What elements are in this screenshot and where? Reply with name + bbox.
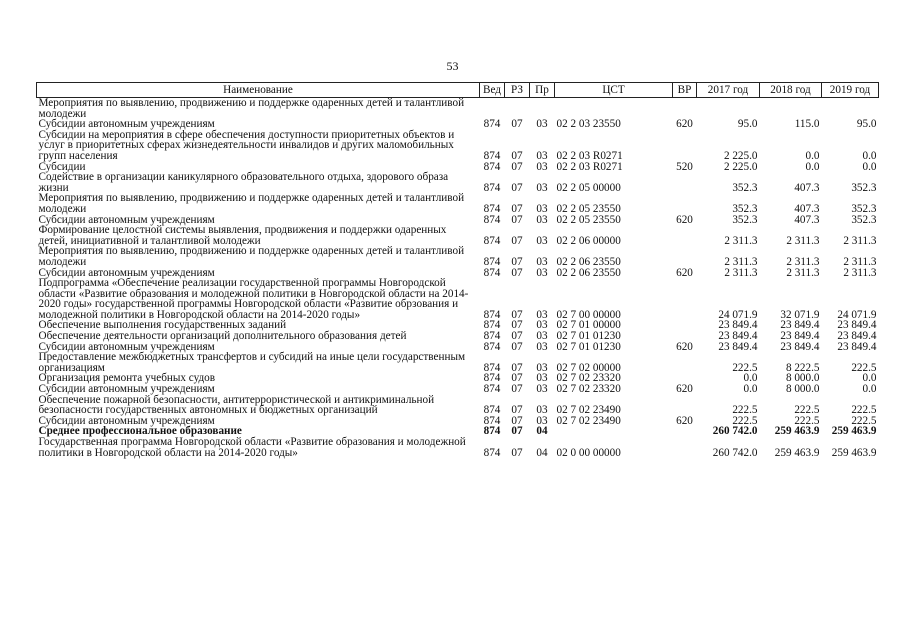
cell-2018: 32 071.9 — [780, 308, 820, 321]
cell-name: Организация ремонта учебных судов — [38, 372, 216, 385]
cell-ved: 874 — [483, 149, 501, 162]
cell-pr: 03 — [536, 308, 548, 321]
cell-2017: 23 849.4 — [718, 319, 758, 332]
cell-rz: 07 — [511, 414, 523, 427]
cell-2017: 352.3 — [732, 213, 758, 226]
cell-2018: 0.0 — [805, 149, 820, 162]
cell-ved — [480, 98, 505, 120]
cell-2017: 0.0 — [743, 383, 758, 396]
cell-2019: 352.3 — [851, 213, 877, 226]
cell-2019: 222.5 — [851, 404, 877, 417]
cell-rz: 07 — [511, 234, 523, 247]
cell-vr: 620 — [676, 266, 693, 279]
table-row — [37, 352, 879, 373]
cell-cst: 02 7 02 00000 — [556, 361, 621, 374]
cell-vr: 620 — [676, 213, 693, 226]
cell-rz: 07 — [511, 425, 523, 438]
cell-2019: 222.5 — [851, 414, 877, 427]
cell-pr: 03 — [536, 181, 548, 194]
cell-rz: 07 — [511, 266, 523, 279]
cell-ved: 874 — [483, 383, 501, 396]
cell-2017: 23 849.4 — [718, 330, 758, 343]
cell-vr: 620 — [676, 118, 693, 131]
cell-2018: 115.0 — [794, 118, 820, 131]
cell-rz: 07 — [511, 383, 523, 396]
cell-cst: 02 7 00 00000 — [556, 308, 621, 321]
cell-pr: 03 — [536, 330, 548, 343]
cell-pr: 04 — [536, 446, 548, 459]
cell-2017: 260 742.0 — [712, 446, 758, 459]
cell-2017: 2 311.3 — [724, 234, 758, 247]
cell-cst: 02 7 01 01230 — [556, 330, 621, 343]
cell-2017: 2 311.3 — [724, 255, 758, 268]
cell-rz: 07 — [511, 160, 523, 173]
cell-2018: 259 463.9 — [774, 446, 820, 459]
cell-pr: 03 — [536, 414, 548, 427]
cell-name: Обеспечение пожарной безопасности, антитеррористической и антикриминальной безопасности государственных автономных и бюджетных организаций — [38, 393, 435, 417]
cell-2018: 407.3 — [794, 213, 820, 226]
cell-rz: 07 — [511, 404, 523, 417]
cell-2018: 8 000.0 — [785, 372, 820, 385]
cell-ved: 874 — [483, 266, 501, 279]
cell-2017: 95.0 — [737, 118, 758, 131]
cell-2017 — [697, 98, 760, 120]
cell-rz: 07 — [511, 330, 523, 343]
cell-vr — [673, 246, 697, 267]
table-row — [37, 225, 879, 246]
cell-2017: 24 071.9 — [718, 308, 758, 321]
cell-vr — [673, 130, 697, 162]
cell-pr: 03 — [536, 361, 548, 374]
header-vr: ВР — [673, 83, 697, 98]
cell-name: Мероприятия по выявлению, продвижению и поддержке одаренных детей и талантливой молодежи — [38, 245, 465, 268]
header-2017: 2017 год — [697, 83, 760, 98]
cell-vr — [673, 437, 697, 458]
cell-ved: 874 — [483, 213, 501, 226]
cell-vr: 620 — [676, 414, 693, 427]
cell-cst: 02 2 05 23550 — [556, 213, 621, 226]
cell-2017: 352.3 — [732, 202, 758, 215]
cell-pr: 03 — [536, 202, 548, 215]
cell-vr: 620 — [676, 340, 693, 353]
cell-vr — [673, 172, 697, 193]
cell-2017: 222.5 — [732, 404, 758, 417]
cell-ved: 874 — [483, 330, 501, 343]
cell-2019: 352.3 — [851, 181, 877, 194]
cell-rz: 07 — [511, 181, 523, 194]
cell-2018: 0.0 — [805, 160, 820, 173]
cell-pr: 03 — [536, 383, 548, 396]
cell-2019: 23 849.4 — [837, 340, 877, 353]
cell-2018: 2 311.3 — [786, 234, 820, 247]
cell-rz: 07 — [511, 149, 523, 162]
cell-rz — [505, 98, 530, 120]
cell-pr — [530, 98, 555, 120]
cell-pr: 03 — [536, 160, 548, 173]
cell-ved: 874 — [483, 414, 501, 427]
cell-rz: 07 — [511, 255, 523, 268]
cell-2017: 222.5 — [732, 414, 758, 427]
cell-vr — [673, 395, 697, 416]
cell-rz: 07 — [511, 202, 523, 215]
cell-vr: 520 — [676, 160, 693, 173]
cell-2019 — [822, 98, 879, 120]
cell-pr: 03 — [536, 319, 548, 332]
cell-2017: 0.0 — [743, 372, 758, 385]
cell-pr: 03 — [536, 404, 548, 417]
cell-2017: 2 311.3 — [724, 266, 758, 279]
cell-2018: 407.3 — [794, 202, 820, 215]
cell-name: Среднее профессиональное образование — [38, 425, 242, 438]
table-row — [37, 278, 879, 320]
table-header-row — [37, 83, 879, 98]
cell-cst: 02 2 06 23550 — [556, 255, 621, 268]
cell-2019: 0.0 — [862, 149, 877, 162]
header-rz: РЗ — [505, 83, 530, 98]
cell-ved: 874 — [483, 361, 501, 374]
cell-rz: 07 — [511, 213, 523, 226]
cell-cst: 02 2 05 23550 — [556, 202, 621, 215]
table-row — [37, 193, 879, 214]
cell-cst: 02 7 02 23490 — [556, 404, 621, 417]
cell-ved: 874 — [483, 160, 501, 173]
cell-2018: 23 849.4 — [780, 340, 820, 353]
cell-2017: 2 225.0 — [723, 149, 758, 162]
cell-2019: 0.0 — [862, 160, 877, 173]
budget-table — [36, 82, 879, 458]
cell-rz: 07 — [511, 308, 523, 321]
cell-2018: 2 311.3 — [786, 255, 820, 268]
cell-cst: 02 2 06 23550 — [556, 266, 621, 279]
cell-name: Содействие в организации каникулярного образовательного отдыха, здорового образа жизни — [38, 171, 449, 194]
cell-rz: 07 — [511, 372, 523, 385]
cell-2019: 0.0 — [862, 372, 877, 385]
cell-pr: 03 — [536, 118, 548, 131]
cell-rz: 07 — [511, 319, 523, 332]
cell-2018: 259 463.9 — [774, 425, 820, 438]
cell-vr — [673, 98, 697, 120]
cell-2019: 23 849.4 — [837, 319, 877, 332]
cell-name: Субсидии на мероприятия в сфере обеспечения доступности приоритетных объектов и услуг в приоритетных сферах жизнедеятельности инвалидов и других маломобильных групп населения — [38, 128, 455, 162]
header-name: Наименование — [37, 83, 480, 98]
cell-cst: 02 7 02 23490 — [556, 414, 621, 427]
cell-cst: 02 2 06 00000 — [556, 234, 621, 247]
cell-2018: 8 000.0 — [785, 383, 820, 396]
cell-rz: 07 — [511, 340, 523, 353]
cell-pr: 03 — [536, 149, 548, 162]
cell-ved: 874 — [483, 181, 501, 194]
header-pr: Пр — [530, 83, 555, 98]
cell-2019: 95.0 — [856, 118, 877, 131]
cell-name: Субсидии — [38, 160, 86, 173]
header-cst: ЦСТ — [555, 83, 673, 98]
cell-2019: 23 849.4 — [837, 330, 877, 343]
cell-2017: 2 225.0 — [723, 160, 758, 173]
cell-2018 — [760, 98, 822, 120]
cell-cst: 02 2 03 R0271 — [556, 149, 623, 162]
cell-name: Субсидии автономным учреждениям — [38, 213, 215, 226]
cell-name: Субсидии автономным учреждениям — [38, 383, 215, 396]
cell-2018: 222.5 — [794, 414, 820, 427]
cell-2017: 260 742.0 — [712, 425, 758, 438]
table-row — [37, 98, 879, 120]
table-row — [37, 130, 879, 162]
cell-2018: 2 311.3 — [786, 266, 820, 279]
cell-name: Мероприятия по выявлению, продвижению и поддержке одаренных детей и талантливой молодежи — [38, 97, 465, 120]
header-2018: 2018 год — [760, 83, 822, 98]
cell-cst: 02 7 01 01230 — [556, 340, 621, 353]
cell-vr: 620 — [676, 383, 693, 396]
table-row — [37, 395, 879, 416]
cell-rz: 07 — [511, 118, 523, 131]
cell-vr — [673, 193, 697, 214]
table-body — [37, 98, 879, 459]
cell-rz: 07 — [511, 361, 523, 374]
cell-name: Субсидии автономным учреждениям — [38, 118, 215, 131]
page-number: 53 — [446, 59, 459, 73]
cell-ved: 874 — [483, 255, 501, 268]
cell-pr: 03 — [536, 255, 548, 268]
cell-2018: 23 849.4 — [780, 330, 820, 343]
cell-name: Формирование целостной системы выявления, продвижения и поддержки одаренных детей, инициативной и талантливой молодежи — [38, 224, 447, 247]
cell-pr: 03 — [536, 372, 548, 385]
cell-name: Предоставление межбюджетных трансфертов и субсидий на иные цели государственным организациям — [38, 351, 466, 374]
cell-cst — [555, 426, 673, 437]
cell-cst: 02 2 03 23550 — [556, 118, 621, 131]
cell-2017: 222.5 — [732, 361, 758, 374]
cell-vr — [673, 225, 697, 246]
cell-pr: 03 — [536, 340, 548, 353]
table-row — [37, 437, 879, 458]
cell-2019: 259 463.9 — [831, 446, 877, 459]
cell-rz: 07 — [511, 446, 523, 459]
cell-2018: 407.3 — [794, 181, 820, 194]
cell-vr — [673, 426, 697, 437]
table-row — [37, 246, 879, 267]
header-ved: Вед — [480, 83, 505, 98]
cell-name: Обеспечение выполнения государственных заданий — [38, 319, 287, 332]
cell-name: Подпрограмма «Обеспечение реализации государственной программы Новгородской области «Развитие образования и молодежной политики в Новгородской области на 2014-2020 годы» государственной программы Новгородской области «Развитие обрзования и молодежной политики в Новгородской области на 2014-2020 годы» — [38, 277, 469, 321]
cell-vr — [673, 352, 697, 373]
cell-name: Мероприятия по выявлению, продвижению и поддержке одаренных детей и талантливой молодежи — [38, 192, 465, 215]
cell-cst: 02 2 03 R0271 — [556, 160, 623, 173]
cell-pr: 04 — [536, 425, 548, 438]
cell-name: Субсидии автономным учреждениям — [38, 414, 215, 427]
cell-2018: 222.5 — [794, 404, 820, 417]
header-2019: 2019 год — [822, 83, 879, 98]
cell-ved: 874 — [483, 308, 501, 321]
cell-cst — [555, 98, 673, 120]
cell-ved: 874 — [483, 118, 501, 131]
cell-ved: 874 — [483, 340, 501, 353]
cell-cst: 02 0 00 00000 — [556, 446, 621, 459]
cell-2019: 0.0 — [862, 383, 877, 396]
cell-pr: 03 — [536, 234, 548, 247]
cell-2017: 352.3 — [732, 181, 758, 194]
table-row — [37, 172, 879, 193]
cell-ved: 874 — [483, 202, 501, 215]
cell-2019: 2 311.3 — [843, 234, 877, 247]
cell-2019: 24 071.9 — [837, 308, 877, 321]
cell-ved: 874 — [483, 372, 501, 385]
cell-ved: 874 — [483, 446, 501, 459]
cell-ved: 874 — [483, 319, 501, 332]
cell-2019: 352.3 — [851, 202, 877, 215]
cell-vr — [673, 320, 697, 331]
cell-2019: 2 311.3 — [843, 266, 877, 279]
cell-name: Обеспечение деятельности организаций дополнительного образования детей — [38, 330, 407, 343]
cell-ved: 874 — [483, 404, 501, 417]
cell-2018: 23 849.4 — [780, 319, 820, 332]
cell-name: Субсидии автономным учреждениям — [38, 340, 215, 353]
cell-pr: 03 — [536, 213, 548, 226]
cell-2018: 8 222.5 — [785, 361, 820, 374]
cell-vr — [673, 278, 697, 320]
cell-name: Государственная программа Новгородской области «Развитие образования и молодежной политики в Новгородской области на 2014-2020 годы» — [38, 436, 466, 459]
cell-cst: 02 2 05 00000 — [556, 181, 621, 194]
cell-cst: 02 7 02 23320 — [556, 372, 621, 385]
cell-ved: 874 — [483, 425, 501, 438]
cell-2019: 2 311.3 — [843, 255, 877, 268]
cell-cst: 02 7 01 00000 — [556, 319, 621, 332]
cell-2019: 259 463.9 — [831, 425, 877, 438]
cell-pr: 03 — [536, 266, 548, 279]
cell-ved: 874 — [483, 234, 501, 247]
cell-2017: 23 849.4 — [718, 340, 758, 353]
cell-name: Субсидии автономным учреждениям — [38, 266, 215, 279]
cell-2019: 222.5 — [851, 361, 877, 374]
cell-cst: 02 7 02 23320 — [556, 383, 621, 396]
